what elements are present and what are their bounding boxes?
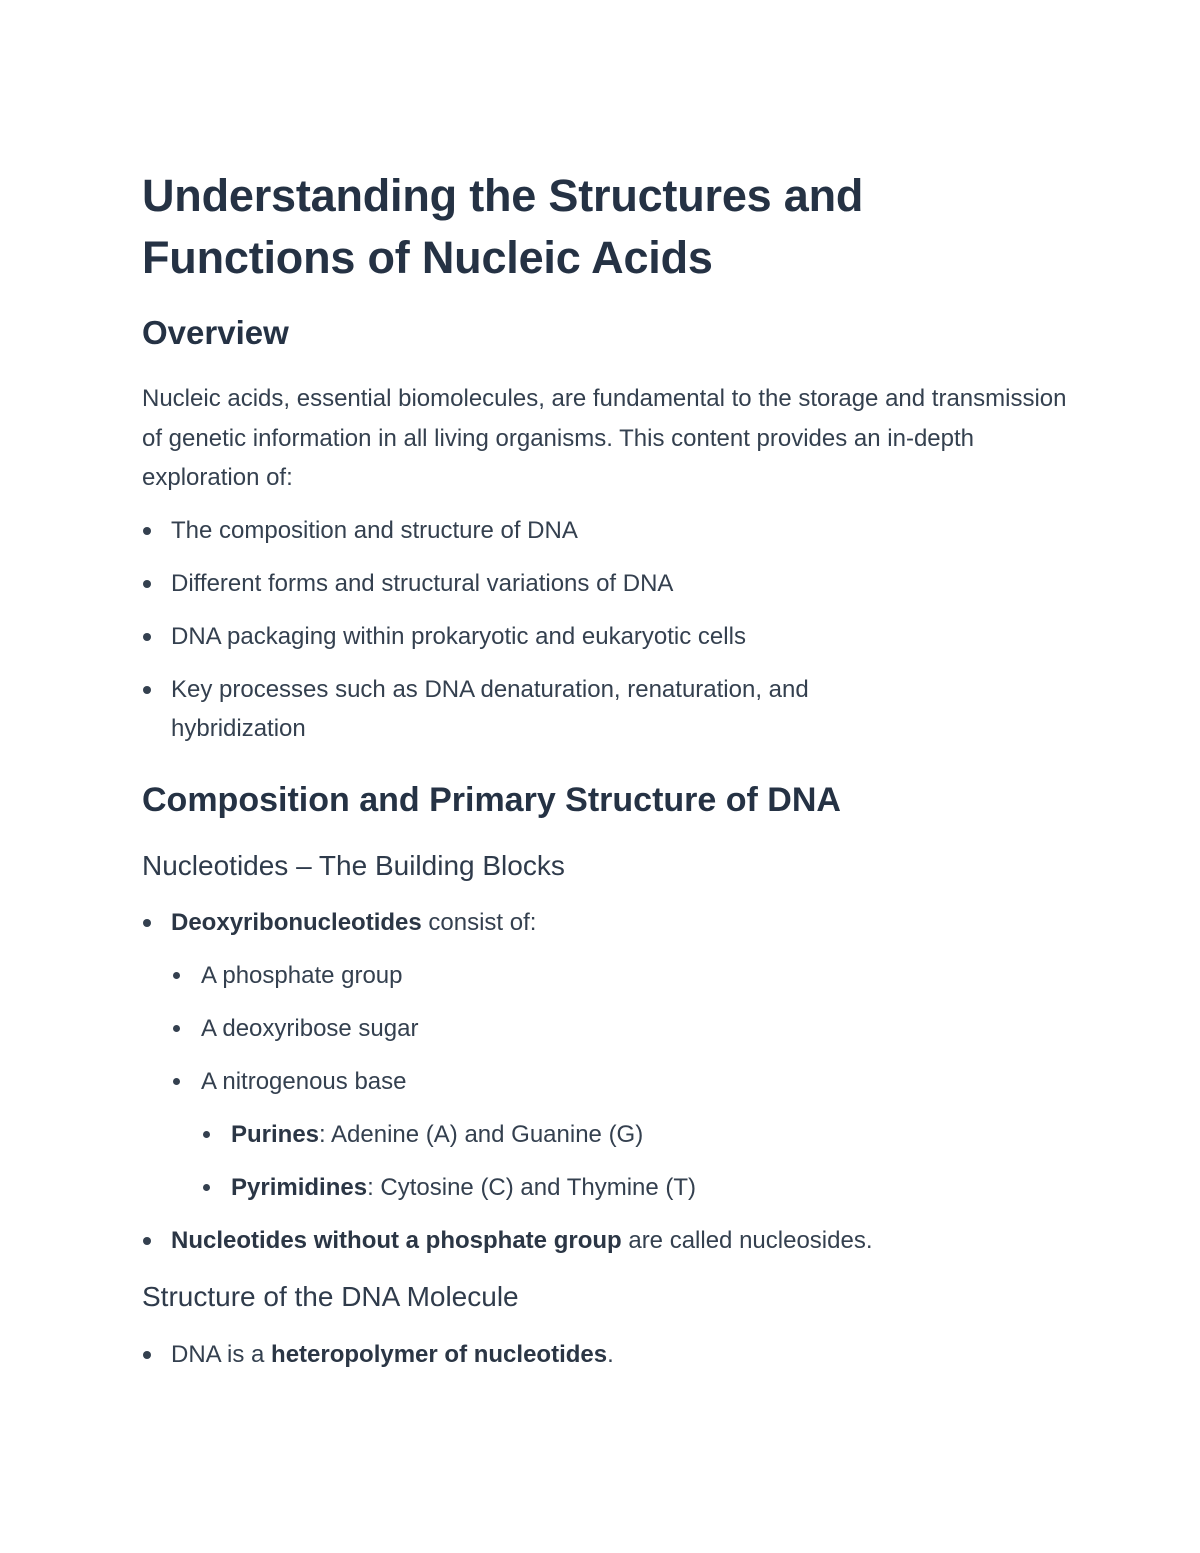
list-item bbox=[142, 511, 1072, 551]
composition-heading: Composition and Primary Structure of DNA bbox=[142, 780, 841, 819]
list-item-text: DNA is a bbox=[171, 1341, 272, 1368]
bullet-icon bbox=[143, 919, 151, 927]
bullet-icon bbox=[143, 527, 151, 535]
pyrimidines-term: Pyrimidines bbox=[231, 1173, 368, 1201]
list-item-text: : Adenine (A) and Guanine (G) bbox=[319, 1120, 644, 1148]
overview-heading: Overview bbox=[142, 314, 289, 351]
deoxyribonucleotides-term: Deoxyribonucleotides bbox=[171, 908, 422, 936]
bullet-icon bbox=[173, 972, 180, 979]
nucleotides-heading: Nucleotides – The Building Blocks bbox=[142, 849, 565, 881]
bullet-icon bbox=[173, 1078, 180, 1085]
bullet-icon bbox=[143, 633, 151, 641]
list-item bbox=[142, 1221, 1072, 1261]
dna-molecule-heading: Structure of the DNA Molecule bbox=[142, 1281, 519, 1312]
bullet-icon bbox=[203, 1184, 210, 1191]
document-page bbox=[142, 165, 1072, 1375]
list-item bbox=[142, 1115, 1072, 1155]
list-item bbox=[142, 1168, 1072, 1208]
list-item-text: Key processes such as DNA denaturation, renaturation, and hybridization bbox=[171, 675, 809, 742]
list-item-text: . bbox=[607, 1341, 614, 1368]
bullet-icon bbox=[173, 1025, 180, 1032]
list-item-text: A phosphate group bbox=[201, 961, 403, 989]
list-item bbox=[142, 903, 1072, 943]
list-item bbox=[142, 1062, 1072, 1102]
heteropolymer-term: heteropolymer of nucleotides bbox=[271, 1341, 608, 1368]
list-item bbox=[142, 1335, 1072, 1375]
nucleotides-list bbox=[142, 903, 1072, 1261]
nucleoside-term: Nucleotides without a phosphate group bbox=[171, 1226, 622, 1254]
page-title: Understanding the Structures and Functions of Nucleic Acids bbox=[142, 170, 864, 283]
bullet-icon bbox=[143, 1351, 151, 1359]
list-item bbox=[142, 956, 1072, 996]
list-item bbox=[142, 564, 1072, 604]
list-item-text: are called nucleosides. bbox=[621, 1226, 873, 1254]
purines-term: Purines bbox=[231, 1120, 320, 1148]
list-item-text: : Cytosine (C) and Thymine (T) bbox=[367, 1173, 697, 1201]
list-item bbox=[142, 670, 1072, 749]
bullet-icon bbox=[143, 1237, 151, 1245]
overview-intro: Nucleic acids, essential biomolecules, are fundamental to the storage and transmission of genetic information in all living organisms. This content provides an in-depth exploration of: bbox=[142, 385, 1067, 491]
list-item-text: A nitrogenous base bbox=[201, 1067, 407, 1095]
list-item-text: The composition and structure of DNA bbox=[171, 516, 578, 544]
list-item bbox=[142, 1009, 1072, 1049]
overview-list bbox=[142, 511, 1072, 749]
list-item bbox=[142, 617, 1072, 657]
list-item-text: Different forms and structural variations of DNA bbox=[171, 569, 674, 597]
dna-molecule-list bbox=[142, 1335, 1072, 1375]
bullet-icon bbox=[203, 1131, 210, 1138]
list-item-text: A deoxyribose sugar bbox=[201, 1014, 419, 1042]
bullet-icon bbox=[143, 580, 151, 588]
list-item-text: consist of: bbox=[421, 908, 537, 936]
bullet-icon bbox=[143, 686, 151, 694]
list-item-text: DNA packaging within prokaryotic and eukaryotic cells bbox=[171, 622, 746, 650]
